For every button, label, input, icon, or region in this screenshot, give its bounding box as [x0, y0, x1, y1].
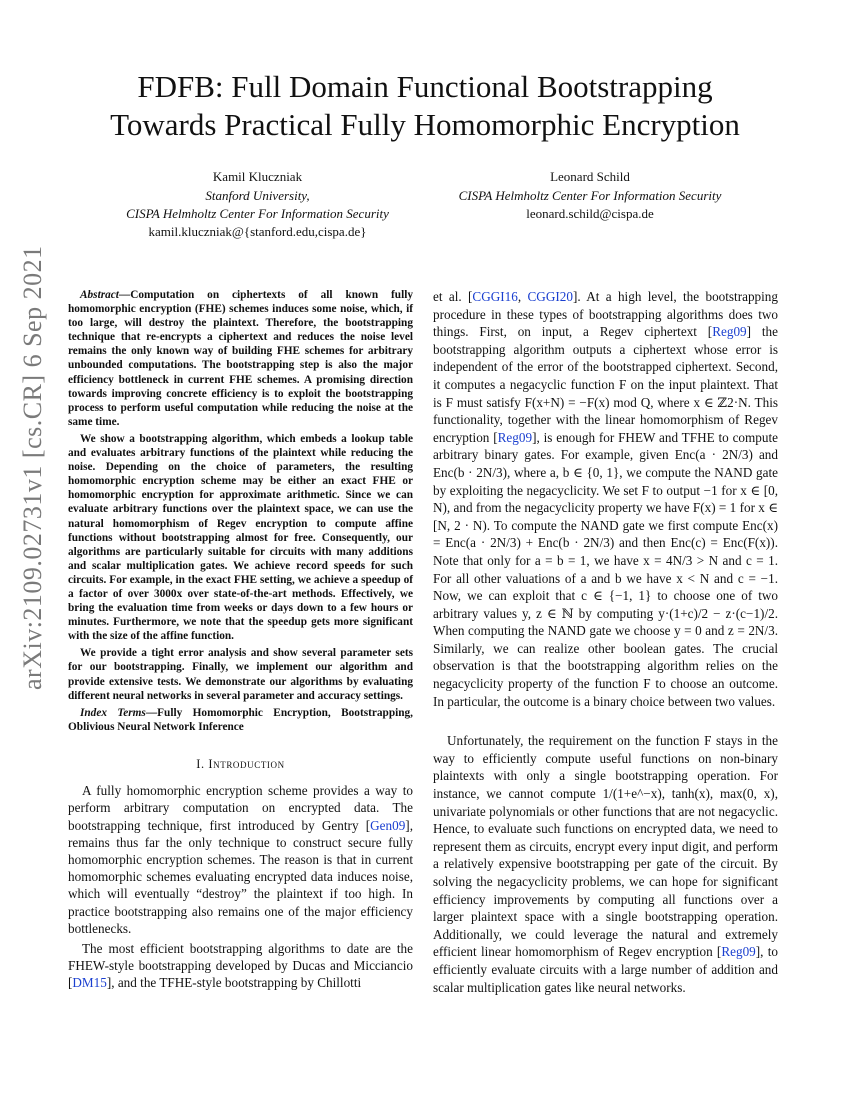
paper-title [0, 68, 850, 144]
title-line-2: Towards Practical Fully Homomorphic Encryption [110, 107, 740, 142]
author-name: Leonard Schild [550, 169, 630, 184]
citation-link[interactable]: Reg09 [721, 944, 756, 960]
abstract-label: Abstract [80, 289, 119, 301]
author-affiliation: Stanford University, [205, 188, 310, 203]
body-text: ], to efficiently evaluate circuits with a large number of addition and scalar multiplication gates like neural networks. [433, 944, 778, 995]
body-paragraph [433, 288, 778, 710]
section-number: I. [196, 756, 205, 771]
body-text: The most efficient bootstrapping algorithms to date are the FHEW-style bootstrapping developed by Ducas and Micciancio [ [68, 940, 413, 991]
abstract [68, 288, 413, 703]
citation-link[interactable]: Reg09 [712, 324, 747, 340]
body-text: ]. At a high level, the bootstrapping procedure in these types of bootstrapping algorithms does two things. First, on input, a Regev ciphertext [ [433, 289, 778, 340]
abstract-text: —Computation on ciphertexts of all known fully homomorphic encryption (FHE) schemes induces some noise, which, if too large, will destroy the plaintext. Therefore, the bootstrapping technique that re-encrypts a ciphertext and reduces the noise level remains the only known way of building FHE schemes for arbitrary unbounded computations. The bootstrapping step is also the major efficiency bottleneck in current FHE schemes. A promising direction towards improving concrete efficiency is to exploit the bootstrapping process to perform useful computation while reducing the noise at the same time. [68, 289, 413, 428]
body-text: ], is enough for FHEW and TFHE to compute arbitrary binary gates. For example, given Enc(a · 2N/3) and Enc(b · 2N/3), where a, b ∈ {0, 1}, we compute the NAND gate by exploiting the negacyclicity. We set F to output −1 for x ∈ [0, N), and from the negacyclicity property we have F(x) = 1 for x ∈ [N, 2 · N). To compute the NAND gate we first compute Enc(x) = Enc(a · 2N/3) + Enc(b · 2N/3) and then Enc(c) = Enc(F(x)). Note that only for a = b = 1, we have x = 4N/3 > N and c = 1. For all other valuations of a and b we have x < N and c = −1. Now, we can exploit that c ∈ {−1, 1} to choose one of two arbitrary values y, z ∈ ℕ by computing y·(1+c)/2 − z·(c−1)/2. When computing the NAND gate we choose y = 0 and z = 2N/3. Similarly, we can realize other boolean gates. The crucial observation is that the bootstrapping algorithm relies on the negacyclicity property of the function F to choose an outcome. In particular, the outcome is a binary choice between two values. [433, 429, 778, 709]
body-text: Unfortunately, the requirement on the function F stays in the way to efficiently compute useful functions on non-binary plaintexts with only a single bootstrapping operation. For instance, we cannot compute 1/(1+e^−x), tanh(x), max(0, x), univariate polynomials or other functions that are not negacyclic. Hence, to evaluate such functions on encrypted data, we need to represent them as circuits, encrypt every input digit, and perform a relatively expensive bootstrapping per gate of the circuit. By solving the negacyclicity problems, we can hope for significant efficiency improvements by computing all functions over a larger plaintext space with a single bootstrapping operation. Additionally, we could leverage the natural and extremely efficient linear homomorphism of Regev encryption [ [433, 733, 778, 960]
author-affiliation: CISPA Helmholtz Center For Information Security [458, 188, 722, 203]
body-text: ], remains thus far the only technique to construct secure fully homomorphic encryption schemes. The reason is that in current homomorphic schemes evaluating encrypted data induces noise, which will eventually “destroy” the plaintext if too high. In practice bootstrapping also remains one of the major efficiency bottlenecks. [68, 817, 413, 936]
abstract-paragraph: We show a bootstrapping algorithm, which embeds a lookup table and evaluates arbitrary functions of the plaintext while reducing the noise. Depending on the choice of parameters, the resulting homomorphic encryption scheme may be either an exact FHE or homomorphic encryption for approximate arithmetic. Since we can evaluate arbitrary functions over the plaintext space, we can use the natural homomorphism of Regev encryption to compute affine functions without bootstrapping almost for free. Consequently, our algorithms are particularly suitable for circuits with many additions and scalar multiplication gates. We achieve record speeds for such circuits. For example, in the exact FHE setting, we achieve a speedup of a factor of over 3000x over state-of-the-art methods. Effectively, we bring the evaluation time from weeks or days down to a few hours or minutes. Furthermore, we note that the speedup gets more significant with the size of the affine function. [68, 432, 413, 643]
author-block-1 [100, 168, 415, 241]
body-paragraph [68, 940, 413, 992]
body-text: , [517, 289, 528, 304]
author-email: leonard.schild@cispa.de [526, 206, 654, 221]
citation-link[interactable]: CGGI20 [527, 289, 573, 304]
citation-link[interactable]: Reg09 [497, 429, 533, 445]
section-heading [68, 756, 413, 772]
body-paragraph [68, 782, 413, 937]
citation-link[interactable]: Gen09 [370, 817, 406, 833]
author-name: Kamil Kluczniak [212, 169, 303, 184]
body-text: A fully homomorphic encryption scheme provides a way to perform arbitrary computation on encrypted data. The bootstrapping technique, first introduced by Gentry [ [68, 783, 413, 833]
index-terms-label: Index Terms [80, 706, 146, 719]
author-affiliation: CISPA Helmholtz Center For Information Security [126, 206, 389, 221]
abstract-paragraph [68, 288, 413, 429]
citation-link[interactable]: CGGI16 [472, 289, 518, 304]
body-text: ], and the TFHE-style bootstrapping by Chillotti [106, 975, 362, 991]
arxiv-identifier: arXiv:2109.02731v1 [cs.CR] 6 Sep 2021 [18, 245, 47, 690]
body-paragraph [433, 732, 778, 996]
index-terms [68, 706, 413, 734]
author-email: kamil.kluczniak@{stanford.edu,cispa.de} [148, 224, 367, 239]
body-text: ] the bootstrapping algorithm outputs a ciphertext whose error is independent of the error of the bootstrapped ciphertext. Second, it computes a negacyclic function F on the input plaintext. That is F must satisfy F(x+N) = −F(x) mod Q, where x ∈ ℤ2·N. This functionality, together with the linear homomorphism of Regev encryption [ [433, 324, 778, 445]
left-column [68, 288, 413, 992]
author-block-2 [435, 168, 745, 223]
citation-link[interactable]: DM15 [72, 975, 107, 991]
index-terms-text: —Fully Homomorphic Encryption, Bootstrapping, Oblivious Neural Network Inference [68, 706, 413, 733]
title-line-1: FDFB: Full Domain Functional Bootstrapping [137, 69, 713, 104]
introduction-body [68, 782, 413, 991]
section-title: Introduction [208, 756, 285, 771]
right-column [433, 288, 778, 996]
abstract-paragraph: We provide a tight error analysis and show several parameter sets for our bootstrapping. Finally, we implement our algorithm and provide extensive tests. We demonstrate our algorithms by evaluating different neural networks in several parameter and accuracy settings. [68, 647, 413, 702]
body-text: et al. [ [433, 289, 473, 304]
